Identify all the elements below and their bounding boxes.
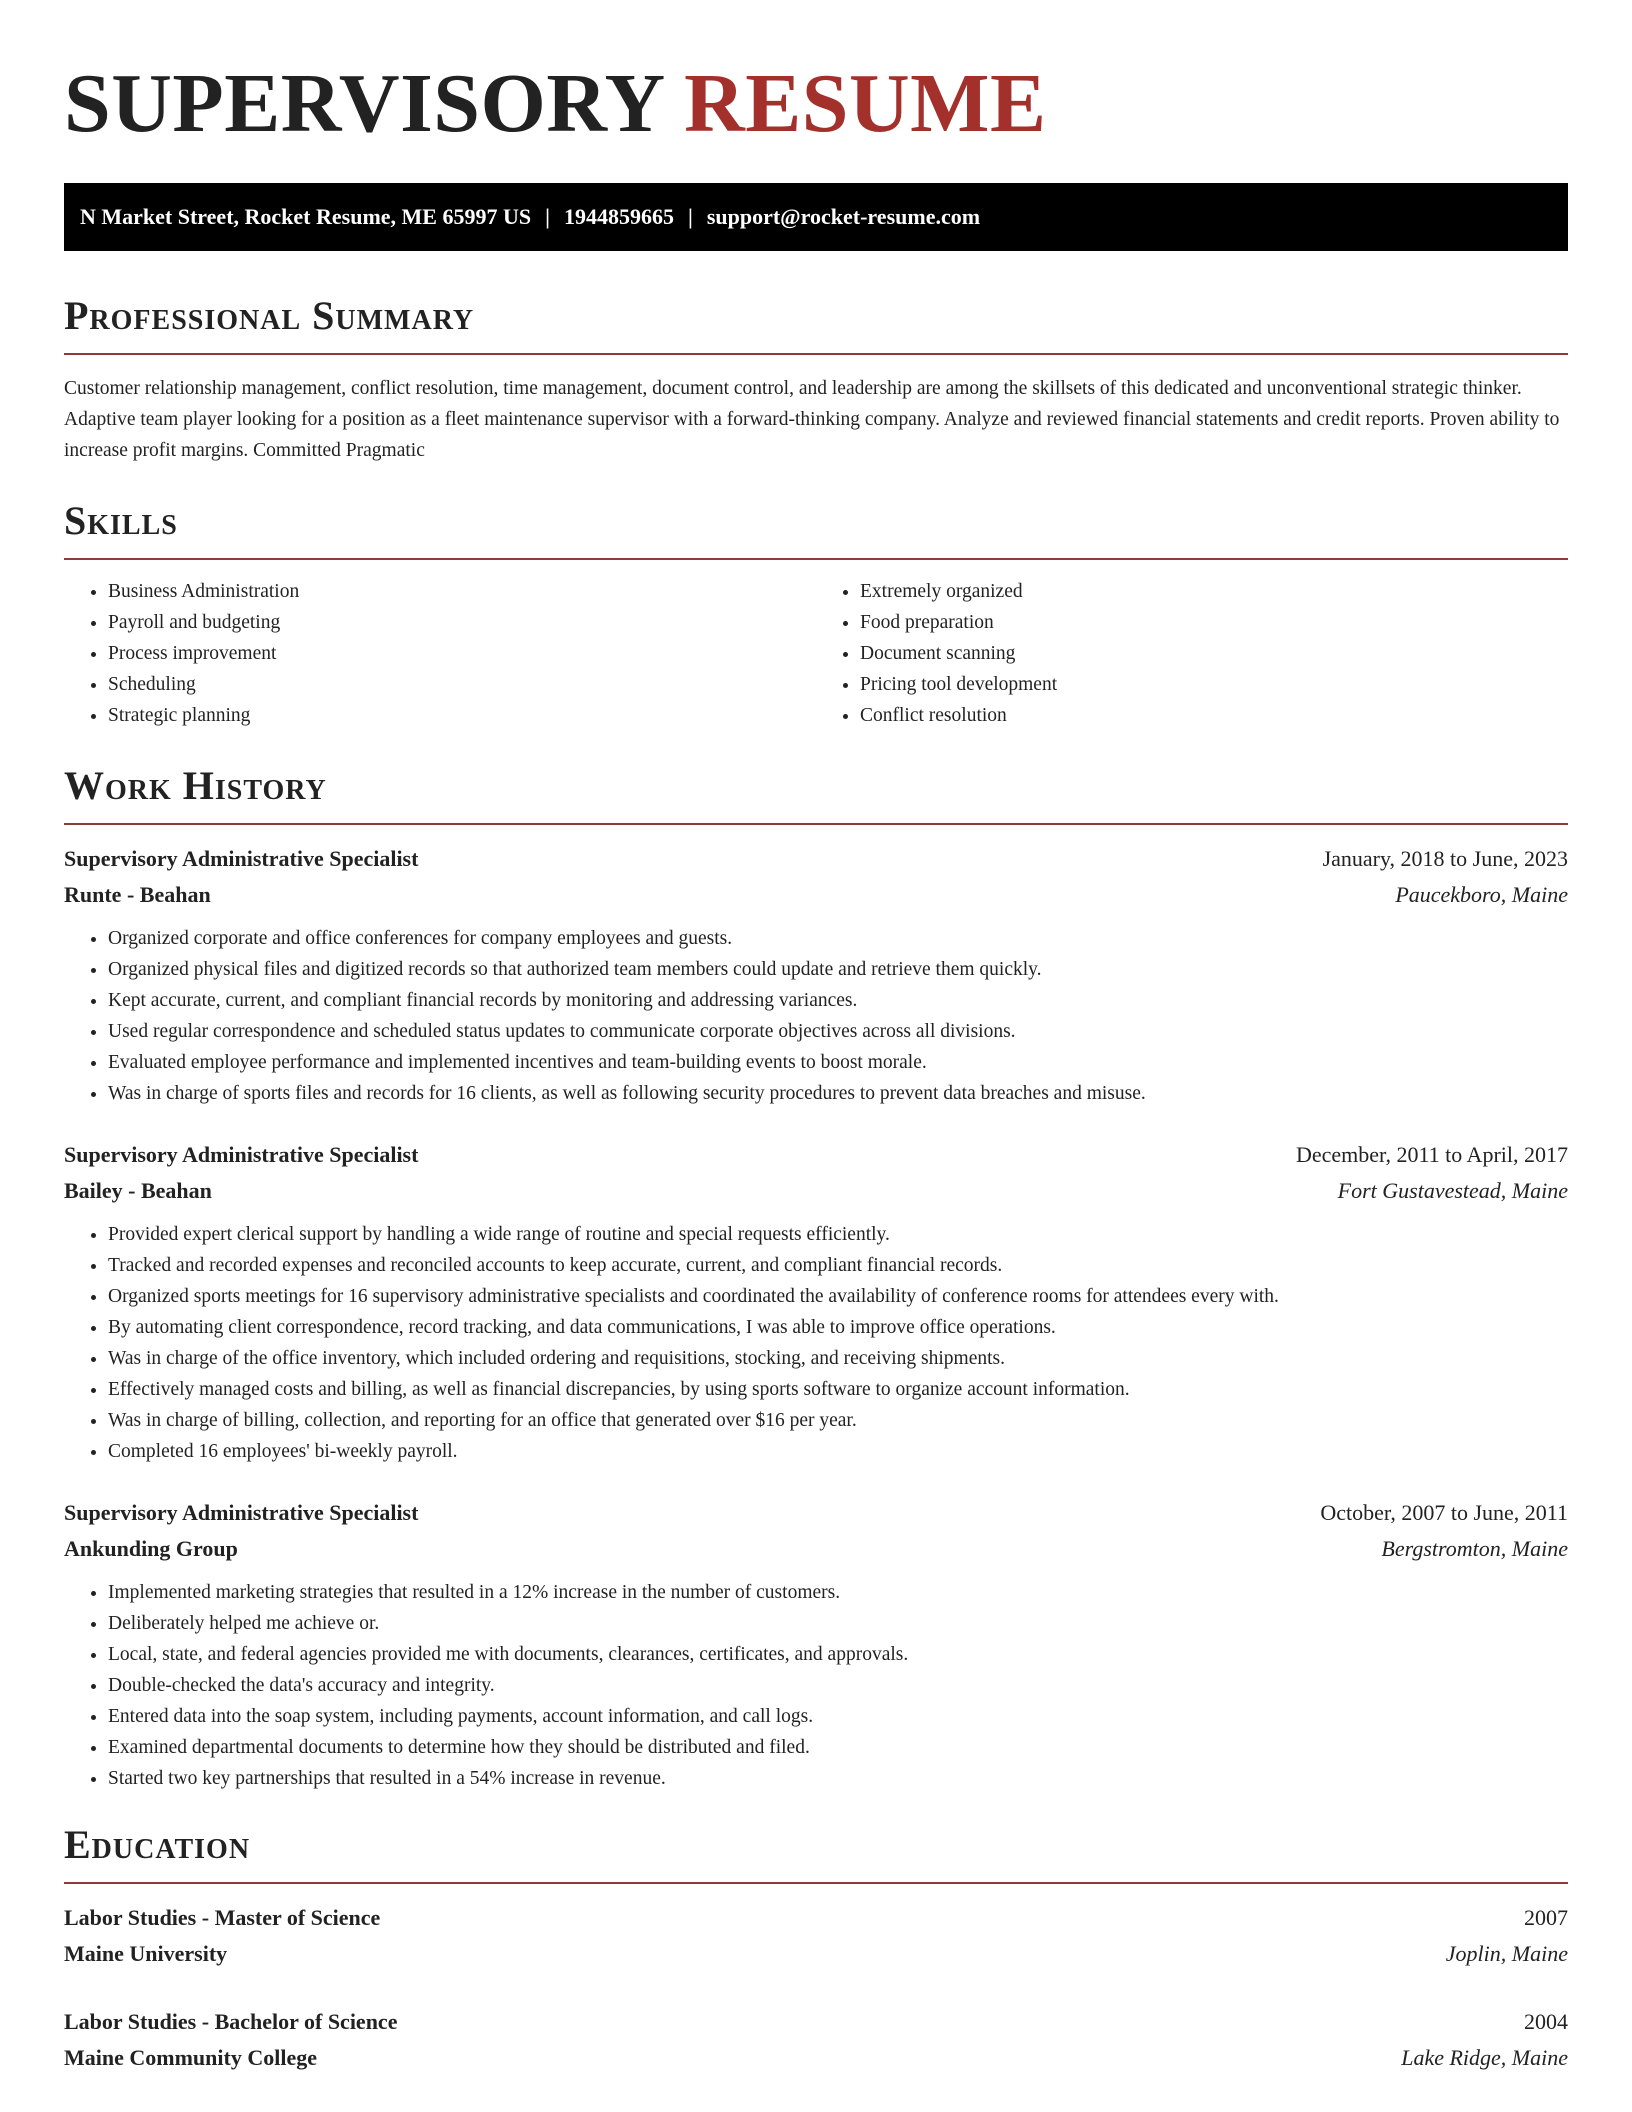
skill-item: • Pricing tool development bbox=[860, 669, 1568, 700]
job-duty: • Effectively managed costs and billing, as well as financial discrepancies, by using sports software to organize account information. bbox=[108, 1374, 1568, 1405]
education-year: 2007 bbox=[1524, 1905, 1568, 1930]
skill-item: • Payroll and budgeting bbox=[108, 607, 816, 638]
skill-item: • Document scanning bbox=[860, 638, 1568, 669]
skill-item: • Extremely organized bbox=[860, 576, 1568, 607]
job-duty: • Was in charge of sports files and records for 16 clients, as well as following security procedures to prevent data breaches and misuse. bbox=[108, 1078, 1568, 1109]
job-duty: • Organized physical files and digitized records so that authorized team members could update and retrieve them quickly. bbox=[108, 954, 1568, 985]
job-duty: • Completed 16 employees' bi-weekly payroll. bbox=[108, 1436, 1568, 1467]
job-duty: • Double-checked the data's accuracy and integrity. bbox=[108, 1670, 1568, 1701]
job-title: Supervisory Administrative Specialist bbox=[64, 1142, 419, 1167]
section-heading-skills: Skills bbox=[64, 498, 178, 543]
job-duty: • Tracked and recorded expenses and reconciled accounts to keep accurate, current, and compliant financial records. bbox=[108, 1250, 1568, 1281]
education-entry bbox=[64, 1900, 1568, 1972]
job-company: Ankunding Group bbox=[64, 1536, 238, 1561]
job-duties-list bbox=[64, 1577, 1568, 1794]
job-duty: • Organized corporate and office conferences for company employees and guests. bbox=[108, 923, 1568, 954]
job-entry bbox=[64, 1137, 1568, 1467]
education-school-row bbox=[64, 2040, 1568, 2076]
contact-separator: | bbox=[545, 204, 550, 229]
contact-email[interactable]: support@rocket-resume.com bbox=[706, 204, 981, 229]
section-heading-summary: Professional Summary bbox=[64, 293, 475, 338]
job-entry bbox=[64, 1495, 1568, 1794]
education-degree: Labor Studies - Bachelor of Science bbox=[64, 2009, 398, 2034]
job-duty: • Provided expert clerical support by handling a wide range of routine and special requests efficiently. bbox=[108, 1219, 1568, 1250]
resume-title bbox=[64, 58, 1568, 150]
contact-address: N Market Street, Rocket Resume, ME 65997 US bbox=[80, 204, 532, 229]
contact-phone[interactable]: 1944859665 bbox=[563, 204, 674, 229]
job-duty: • By automating client correspondence, record tracking, and data communications, I was able to improve office operations. bbox=[108, 1312, 1568, 1343]
job-entry bbox=[64, 841, 1568, 1109]
job-duty: • Entered data into the soap system, including payments, account information, and call logs. bbox=[108, 1701, 1568, 1732]
skills-columns bbox=[64, 576, 1568, 731]
job-dates: January, 2018 to June, 2023 bbox=[1322, 846, 1568, 871]
job-duty: • Organized sports meetings for 16 supervisory administrative specialists and coordinated the availability of conference rooms for attendees every with. bbox=[108, 1281, 1568, 1312]
education-section bbox=[64, 1820, 1568, 2076]
skill-item: • Process improvement bbox=[108, 638, 816, 669]
job-company-row bbox=[64, 877, 1568, 913]
job-duty: • Examined departmental documents to determine how they should be distributed and filed. bbox=[108, 1732, 1568, 1763]
skill-item: • Food preparation bbox=[860, 607, 1568, 638]
job-duty: • Deliberately helped me achieve or. bbox=[108, 1608, 1568, 1639]
skill-item: • Business Administration bbox=[108, 576, 816, 607]
title-main: SUPERVISORY bbox=[64, 57, 663, 150]
job-duties-list bbox=[64, 923, 1568, 1109]
education-school-row bbox=[64, 1936, 1568, 1972]
section-divider bbox=[64, 1882, 1568, 1884]
job-company: Runte - Beahan bbox=[64, 882, 211, 907]
section-heading-work: Work History bbox=[64, 763, 327, 808]
education-location: Joplin, Maine bbox=[1445, 1941, 1568, 1966]
skills-list-right bbox=[816, 576, 1568, 731]
summary-section bbox=[64, 291, 1568, 466]
job-duties-list bbox=[64, 1219, 1568, 1467]
job-location: Bergstromton, Maine bbox=[1381, 1536, 1568, 1561]
job-header-row bbox=[64, 1495, 1568, 1531]
education-location: Lake Ridge, Maine bbox=[1401, 2045, 1568, 2070]
education-school: Maine University bbox=[64, 1941, 228, 1966]
section-divider bbox=[64, 353, 1568, 355]
job-header-row bbox=[64, 841, 1568, 877]
job-location: Fort Gustavestead, Maine bbox=[1337, 1178, 1568, 1203]
skills-section bbox=[64, 496, 1568, 731]
contact-separator: | bbox=[687, 204, 693, 229]
job-dates: October, 2007 to June, 2011 bbox=[1320, 1500, 1568, 1525]
work-section bbox=[64, 761, 1568, 1794]
summary-text: Customer relationship management, conflict resolution, time management, document control, and leadership are among the skillsets of this dedicated and unconventional strategic thinker. Adaptive team player looking for a position as a fleet maintenance supervisor with a forward-thinking company. Analyze and reviewed financial statements and credit reports. Proven ability to increase profit margins. Committed Pragmatic bbox=[64, 378, 1560, 461]
skill-item: • Strategic planning bbox=[108, 700, 816, 731]
section-heading-education: Education bbox=[64, 1822, 251, 1867]
job-company-row bbox=[64, 1531, 1568, 1567]
contact-bar bbox=[64, 183, 1568, 251]
skill-item: • Scheduling bbox=[108, 669, 816, 700]
skill-item: • Conflict resolution bbox=[860, 700, 1568, 731]
job-duty: • Used regular correspondence and scheduled status updates to communicate corporate objectives across all divisions. bbox=[108, 1016, 1568, 1047]
job-duty: • Local, state, and federal agencies provided me with documents, clearances, certificates, and approvals. bbox=[108, 1639, 1568, 1670]
job-title: Supervisory Administrative Specialist bbox=[64, 1500, 419, 1525]
education-degree-row bbox=[64, 1900, 1568, 1936]
section-divider bbox=[64, 558, 1568, 560]
job-duty: • Kept accurate, current, and compliant financial records by monitoring and addressing variances. bbox=[108, 985, 1568, 1016]
job-duty: • Implemented marketing strategies that resulted in a 12% increase in the number of customers. bbox=[108, 1577, 1568, 1608]
job-company: Bailey - Beahan bbox=[64, 1178, 212, 1203]
job-duty: • Started two key partnerships that resulted in a 54% increase in revenue. bbox=[108, 1763, 1568, 1794]
job-duty: • Evaluated employee performance and implemented incentives and team-building events to boost morale. bbox=[108, 1047, 1568, 1078]
job-dates: December, 2011 to April, 2017 bbox=[1295, 1142, 1568, 1167]
education-year: 2004 bbox=[1524, 2009, 1568, 2034]
section-divider bbox=[64, 823, 1568, 825]
skills-list-left bbox=[64, 576, 816, 731]
job-header-row bbox=[64, 1137, 1568, 1173]
education-degree: Labor Studies - Master of Science bbox=[64, 1905, 381, 1930]
job-title: Supervisory Administrative Specialist bbox=[64, 846, 419, 871]
job-duty: • Was in charge of the office inventory, which included ordering and requisitions, stocking, and receiving shipments. bbox=[108, 1343, 1568, 1374]
education-school: Maine Community College bbox=[64, 2045, 317, 2070]
job-company-row bbox=[64, 1173, 1568, 1209]
education-entry bbox=[64, 2004, 1568, 2076]
resume-page bbox=[64, 0, 1568, 2076]
job-duty: • Was in charge of billing, collection, and reporting for an office that generated over $16 per year. bbox=[108, 1405, 1568, 1436]
education-degree-row bbox=[64, 2004, 1568, 2040]
title-accent: RESUME bbox=[684, 57, 1047, 150]
job-location: Paucekboro, Maine bbox=[1395, 882, 1568, 907]
